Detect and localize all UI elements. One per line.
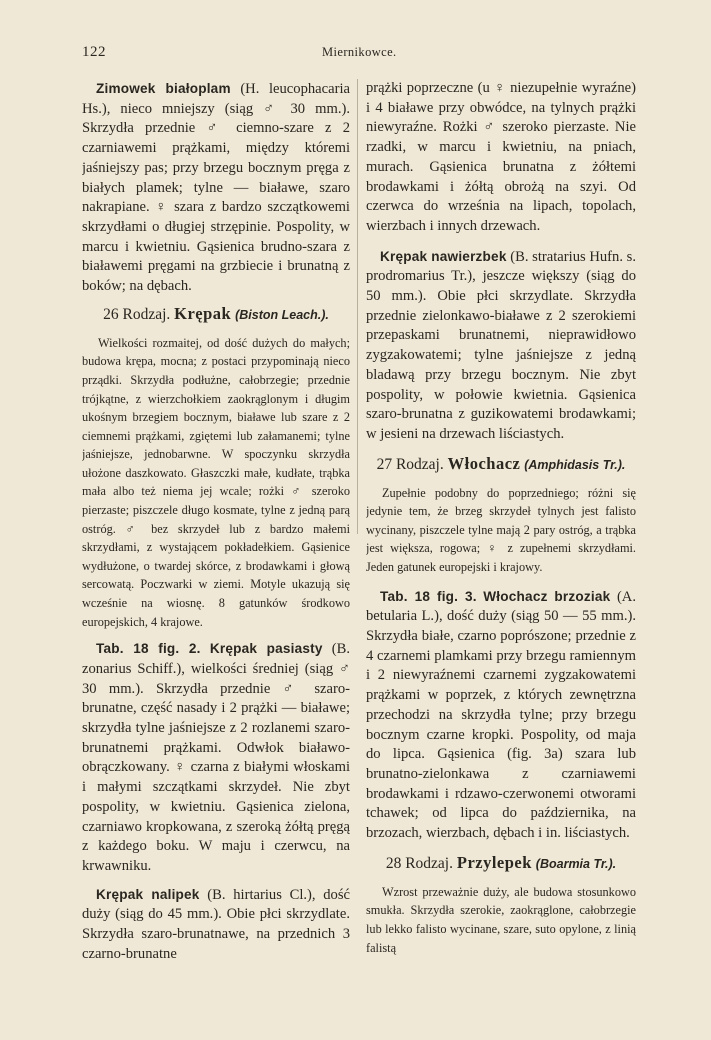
genus-heading-28 xyxy=(366,852,636,875)
plate-reference: Tab. 18 fig. 3. xyxy=(380,588,477,604)
species-krepak-pasiasty xyxy=(82,639,350,876)
genus-heading-27 xyxy=(366,453,636,476)
species-description: (H. leucophacaria Hs.), nieco mniejszy (siąg ♂ 30 mm.). Skrzydła przednie ♂ ciemno-szare z 2 czarniawemi prążkami, między któremi jaśniejszy pas; przy brzegu bocznym pręga z białych plamek; tylne — białawe, szaro nakrapiane. ♀ szara z bardzo szczątkowemi skrzydłami o długiej strzępinie. Pospolity, w marcu i kwietniu. Gąsienica brudno-szara z białawemi pręgami na grzbiecie i brunatną z boków; na dębach. xyxy=(82,81,350,295)
genus-name: Przylepek xyxy=(456,852,532,872)
species-krepak-nalipek-continued: prążki poprzeczne (u ♀ niezupełnie wyraźne) i 4 białawe przy obwódce, na tylnych prążki niewyraźne. Rożki ♂ szeroko pierzaste. Nie rzadki, w marcu i kwietniu, na pniach, murach. Gąsienica brunatna z żółtemi brodawkami i żółtą obrożą na szyi. Od czerwca do września na lipach, topolach, wierzbach i innych drzewach. xyxy=(366,80,636,234)
species-description: (B. stratarius Hufn. s. prodromarius Tr.), jeszcze większy (siąg do 50 mm.). Obie płci skrzydlate. Skrzydła przednie zielonkawo-białawe z 2 szerokiemi przepaskami brunatnemi, nieprawidłowo zygzakowatemi; tylne jaśniejsze z jedną bladawą przy brzegu bocznym. Nie zbyt pospolity, w połowie kwietnia. Gąsienica szaro-brunatna z guzikowatemi brodawkami; w jesieni na drzewach liściastych. xyxy=(366,248,636,442)
genus-number: 28 Rodzaj. xyxy=(385,854,453,872)
page-header xyxy=(0,44,711,66)
species-zimowek-bialoplam xyxy=(82,79,350,297)
species-krepak-nawierzbek xyxy=(366,247,636,445)
left-column xyxy=(82,79,350,964)
genus-name: Krępak xyxy=(174,303,232,323)
column-divider xyxy=(357,79,358,534)
page-number: 122 xyxy=(82,44,106,60)
plate-reference: Tab. 18 fig. 2. xyxy=(96,641,201,657)
genus-description-28: Wzrost przeważnie duży, ale budowa stosunkowo smukła. Skrzydła szerokie, zaokrąglone, całobrzegie lub lekko falisto wycinane, szare, suto opylone, z linią falistą xyxy=(366,884,636,955)
right-column xyxy=(366,79,636,957)
genus-author: (Amphidasis Tr.). xyxy=(524,457,626,472)
species-description: (A. betularia L.), dość duży (siąg 50 — 55 mm.). Skrzydła białe, czarno poprószone; przednie z 4 czarnemi plamkami przy brzegu ramiennym i 2 niewyraźnemi czarnemi zygzakowatemi prążkami w poprzek, z których zewnętrzna przechodzi na skrzydła tylne; przy brzegu bocznym czarne kropki. Pospolity, od maja do lipca. Gąsienica (fig. 3a) szara lub brunatno-zielonkawa z czarniawemi brodawkami i rdzawo-czerwonemi otworami tchawek; od lipca do października, na brzozach, wierzbach, dębach i in. liściastych. xyxy=(366,588,636,842)
species-description: (B. zonarius Schiff.), wielkości średniej (siąg ♂ 30 mm.). Skrzydła przednie ♂ szaro-brunatne, część nasady i 2 prążki — białawe; skrzydła tylne jaśniejsze z 2 rozlanemi szaro-brunatnemi prążkami. Odwłok białawo-obrączkowany. ♀ czarna z białymi włoskami i małymi szczątkami skrzydeł. Nie zbyt pospolity, w kwietniu. Gąsienica zielona, czarniawo kropkowana, z szeroką żółtą pręgą z każdego boku. W maju i czerwcu, na krwawniku. xyxy=(82,641,350,874)
species-description: (B. hirtarius Cl.), dość duży (siąg do 45 mm.). Obie płci skrzydlate. Skrzydła szaro-brunatnawe, na przednich 3 czarno-brunatne xyxy=(82,886,350,962)
genus-name: Włochacz xyxy=(447,453,521,473)
species-name: Zimowek białoplam xyxy=(96,81,231,96)
species-name: Krępak pasiasty xyxy=(209,641,323,657)
genus-description-27: Zupełnie podobny do poprzedniego; różni się jedynie tem, że brzeg skrzydeł tylnych jest falisto wycinany, piszczele tylne mają 2 pary ostróg, a trąbka jest większa, rogowa; ♀ z zupełnemi skrzydłami. Jeden gatunek europejski i krajowy. xyxy=(366,485,636,575)
genus-author: (Boarmia Tr.). xyxy=(535,856,617,871)
species-krepak-nalipek xyxy=(82,885,350,965)
species-wlochacz-brzoziak xyxy=(366,587,636,844)
species-name: Włochacz brzoziak xyxy=(483,588,611,604)
genus-heading-26 xyxy=(82,303,350,326)
genus-number: 26 Rodzaj. xyxy=(103,305,171,323)
running-title: Miernikowce. xyxy=(322,45,397,59)
species-name: Krępak nalipek xyxy=(96,886,200,902)
genus-description-26: Wielkości rozmaitej, od dość dużych do małych; budowa krępa, mocna; z postaci przypominają nieco prządki. Skrzydła podłużne, całobrzegie; przednie trójkątne, z wierzchołkiem zaokrąglonym i długim ukośnym brzegiem bocznym, białawe lub szare z 2 ciemnemi prążkami, zgiętemi lub załamanemi; tylne jaśniejsze, jednobarwne. W spoczynku skrzydła ułożone daszkowato. Głaszczki małe, kudłate, trąbka mała albo też niema jej wcale; rożki ♂ szeroko pierzaste; piszczele długo kosmate, tylne z jedną parą ostróg. ♂ bez skrzydeł lub z bardzo małemi skrzydłami, z wystającem pokładełkiem. Gąsienice wydłużone, o twardej skórce, z brodawkami i głową sercowatą. Poczwarki w ziemi. Motyle ukazują się wcześnie na wiosnę. 8 gatunków środkowo europejskich, 4 krajowe. xyxy=(82,335,350,629)
genus-author: (Biston Leach.). xyxy=(235,307,329,322)
species-name: Krępak nawierzbek xyxy=(380,248,507,264)
genus-number: 27 Rodzaj. xyxy=(376,455,444,473)
